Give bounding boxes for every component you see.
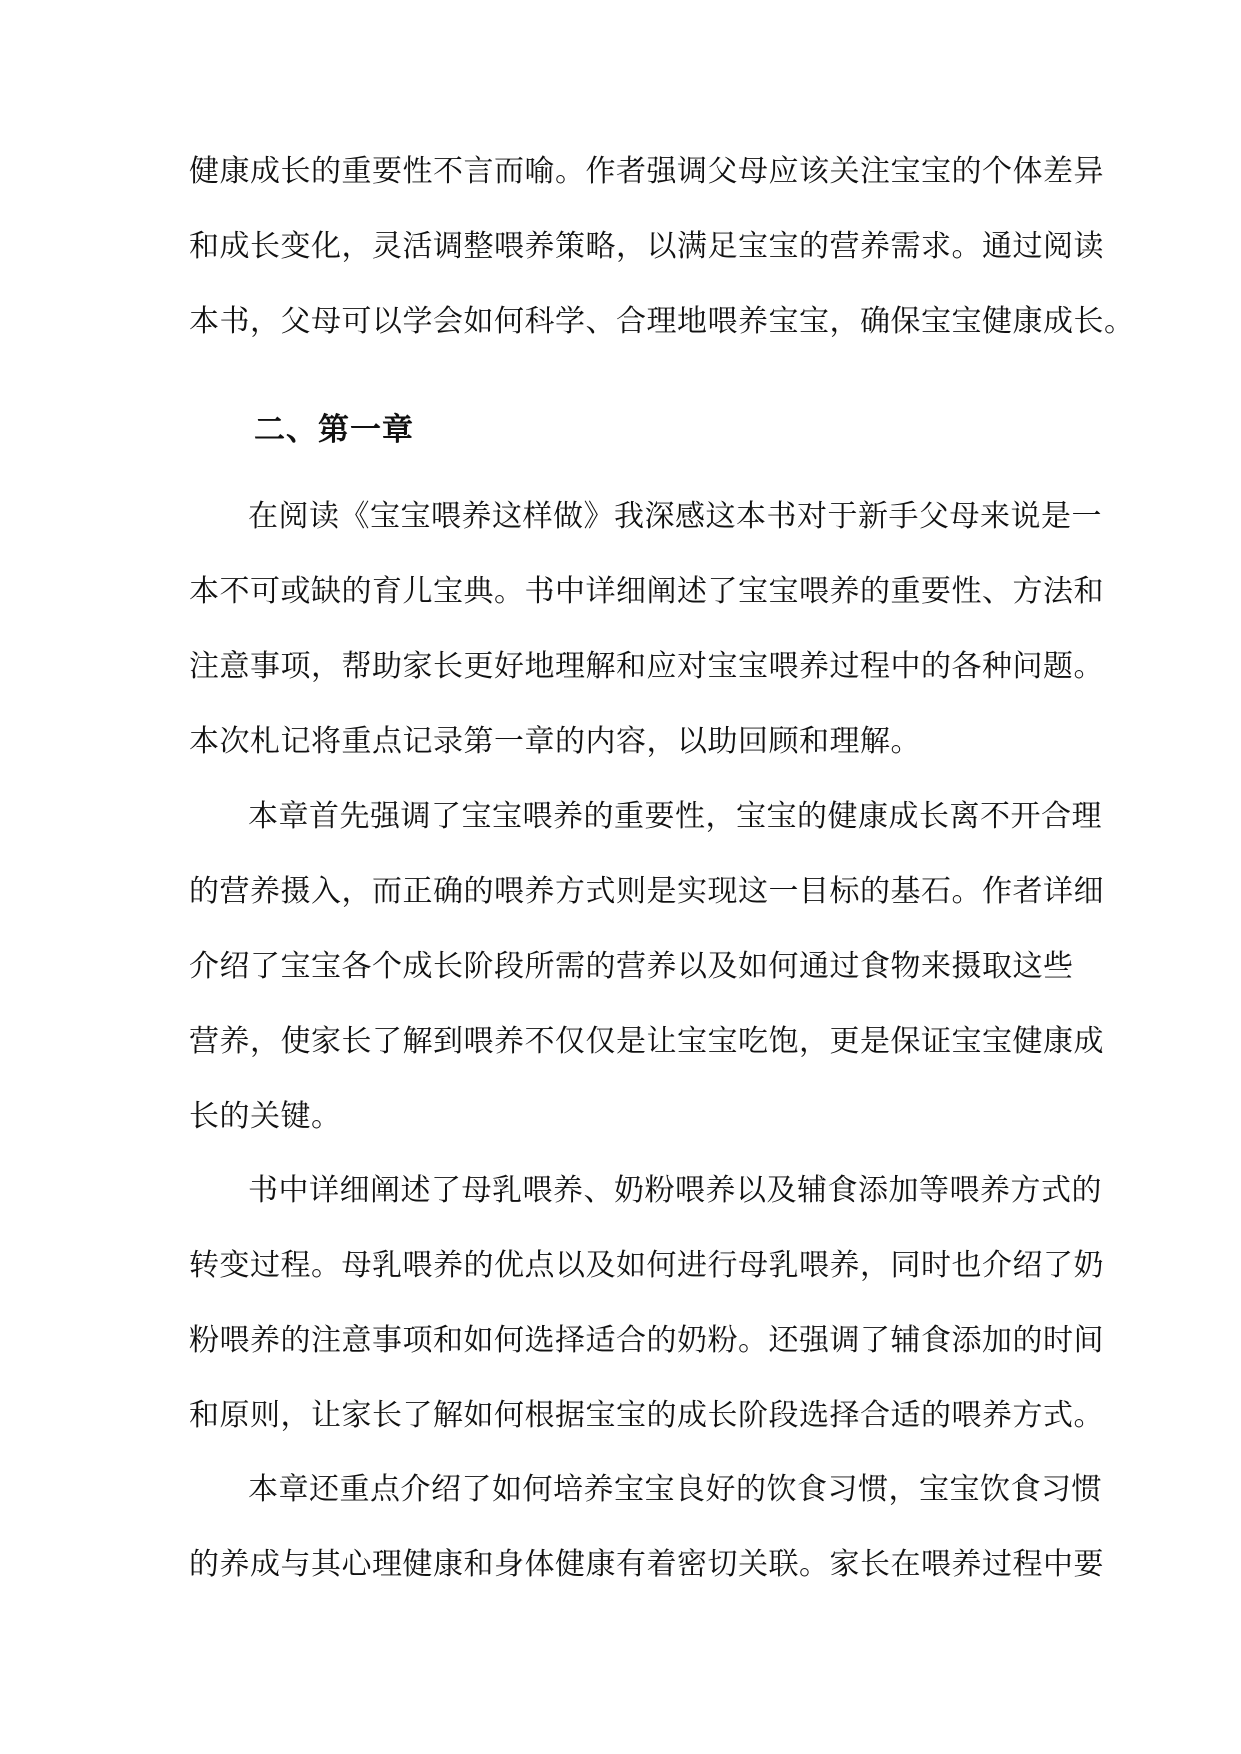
paragraph-3-line-3: 粉喂养的注意事项和如何选择适合的奶粉。还强调了辅食添加的时间 xyxy=(189,1323,1104,1358)
paragraph-1-line-2: 本不可或缺的育儿宝典。书中详细阐述了宝宝喂养的重要性、方法和 xyxy=(189,574,1104,609)
paragraph-3-line-2: 转变过程。母乳喂养的优点以及如何进行母乳喂养，同时也介绍了奶 xyxy=(189,1248,1104,1283)
paragraph-3-line-1: 书中详细阐述了母乳喂养、奶粉喂养以及辅食添加等喂养方式的 xyxy=(248,1173,1102,1208)
paragraph-1-line-3: 注意事项，帮助家长更好地理解和应对宝宝喂养过程中的各种问题。 xyxy=(189,649,1104,684)
paragraph-2-line-2: 的营养摄入，而正确的喂养方式则是实现这一目标的基石。作者详细 xyxy=(189,874,1104,909)
paragraph-2-line-5: 长的关键。 xyxy=(189,1099,342,1134)
paragraph-1-line-1: 在阅读《宝宝喂养这样做》我深感这本书对于新手父母来说是一 xyxy=(248,499,1102,534)
intro-line-2: 和成长变化，灵活调整喂养策略，以满足宝宝的营养需求。通过阅读 xyxy=(189,229,1104,264)
intro-line-1: 健康成长的重要性不言而喻。作者强调父母应该关注宝宝的个体差异 xyxy=(189,154,1104,189)
paragraph-2-line-3: 介绍了宝宝各个成长阶段所需的营养以及如何通过食物来摄取这些 xyxy=(189,949,1074,984)
paragraph-1-line-4: 本次札记将重点记录第一章的内容，以助回顾和理解。 xyxy=(189,724,921,759)
paragraph-2-line-4: 营养，使家长了解到喂养不仅仅是让宝宝吃饱，更是保证宝宝健康成 xyxy=(189,1024,1104,1059)
paragraph-4-line-1: 本章还重点介绍了如何培养宝宝良好的饮食习惯，宝宝饮食习惯 xyxy=(248,1472,1102,1507)
section-heading: 二、第一章 xyxy=(254,412,414,448)
intro-line-3: 本书，父母可以学会如何科学、合理地喂养宝宝，确保宝宝健康成长。 xyxy=(189,304,1135,339)
paragraph-2-line-1: 本章首先强调了宝宝喂养的重要性，宝宝的健康成长离不开合理 xyxy=(248,799,1102,834)
paragraph-4-line-2: 的养成与其心理健康和身体健康有着密切关联。家长在喂养过程中要 xyxy=(189,1547,1104,1582)
paragraph-3-line-4: 和原则，让家长了解如何根据宝宝的成长阶段选择合适的喂养方式。 xyxy=(189,1398,1104,1433)
